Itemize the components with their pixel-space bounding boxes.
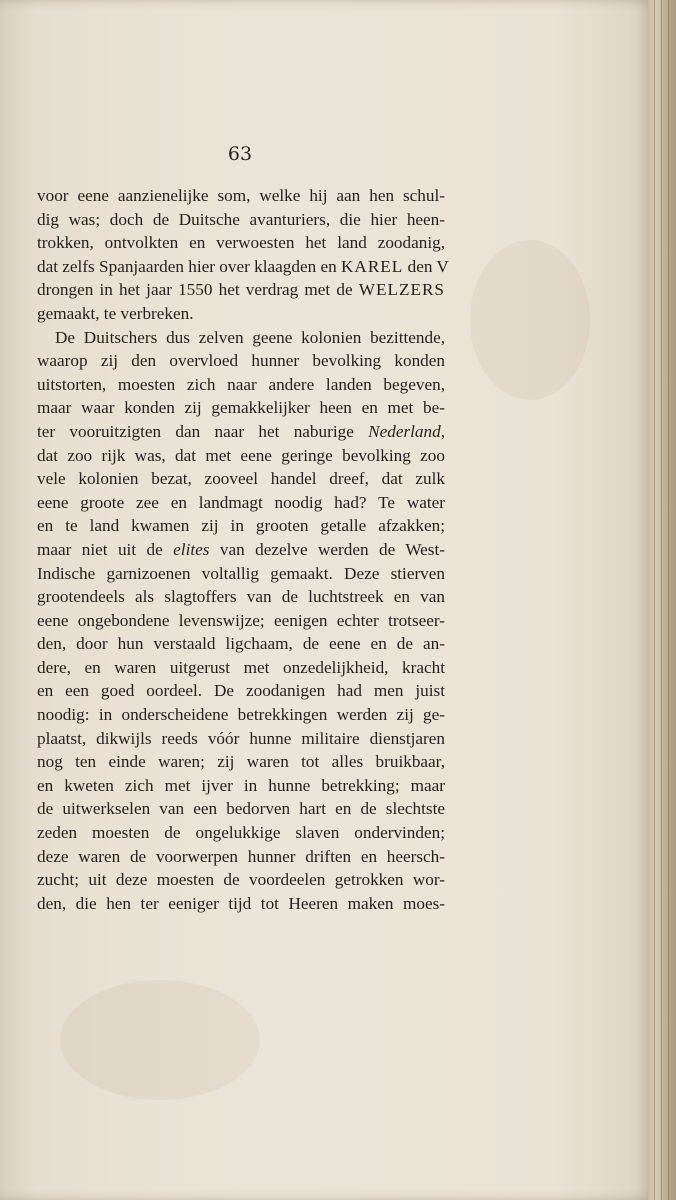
text-line: dat zelfs Spanjaarden hier over klaagden en KAREL den V <box>37 256 449 276</box>
paper-stain <box>60 980 260 1100</box>
paper-stain <box>470 240 590 400</box>
text-line: en te land kwamen zij in grooten getalle afzakken; <box>37 516 445 536</box>
text-line: Indische garnizoenen voltallig gemaakt. Deze stierven <box>37 563 445 583</box>
edge-line <box>668 0 669 1200</box>
text-line: de uitwerkselen van een bedorven hart en de slechtste <box>37 799 445 819</box>
text-line: deze waren de voorwerpen hunner driften en heersch- <box>37 846 445 866</box>
page-number: 63 <box>227 143 253 165</box>
text-line: den, die hen ter eeniger tijd tot Heeren maken moes- <box>37 893 445 913</box>
text-line: maar niet uit de elites van dezelve werden de West- <box>37 539 445 559</box>
text-line: vele kolonien bezat, zooveel handel dreef, dat zulk <box>37 469 445 489</box>
text-line: zucht; uit deze moesten de voordeelen getrokken wor- <box>37 870 445 890</box>
text-line: dere, en waren uitgerust met onzedelijkheid, kracht <box>37 657 445 677</box>
text-line: gemaakt, te verbreken. <box>37 303 194 323</box>
text-line: dig was; doch de Duitsche avanturiers, die hier heen- <box>37 209 445 229</box>
text-line: maar waar konden zij gemakkelijker heen en met be- <box>37 398 445 418</box>
text-line: De Duitschers dus zelven geene kolonien bezittende, <box>55 327 445 347</box>
text-line: den, door hun verstaald ligchaam, de eene en de an- <box>37 634 445 654</box>
text-line: eene groote zee en landmagt noodig had? Te water <box>37 492 445 512</box>
edge-line <box>661 0 662 1200</box>
text-line: noodig: in onderscheidene betrekkingen werden zij ge- <box>37 705 445 725</box>
text-line: plaatst, dikwijls reeds vóór hunne militaire dienstjaren <box>37 728 445 748</box>
body-text <box>37 184 449 915</box>
name-welzers: WELZERS <box>358 280 445 300</box>
text-line: drongen in het jaar 1550 het verdrag met de WELZERS <box>37 280 445 300</box>
text-line: en kweten zich met ijver in hunne betrekking; maar <box>37 775 445 795</box>
text-line: dat zoo rijk was, dat met eene geringe bevolking zoo <box>37 445 445 465</box>
word-nederland: Nederland <box>368 421 441 441</box>
text-line: voor eene aanzienelijke som, welke hij aan hen schul- <box>37 186 445 205</box>
name-karel: KAREL <box>341 256 404 276</box>
word-elites: elites <box>173 539 210 559</box>
edge-line <box>654 0 655 1200</box>
text-line: waarop zij den overvloed hunner bevolking konden <box>37 351 445 371</box>
text-line: trokken, ontvolkten en verwoesten het land zoodanig, <box>37 233 445 253</box>
text-line: eene ongebondene levenswijze; eenigen echter trotseer- <box>37 610 445 630</box>
text-line: en een goed oordeel. De zoodanigen had men juist <box>37 681 445 701</box>
text-line: nog ten einde waren; zij waren tot alles bruikbaar, <box>37 752 445 772</box>
text-line: zeden moesten de ongelukkige slaven ondervinden; <box>37 823 445 843</box>
text-line: uitstorten, moesten zich naar andere landen begeven, <box>37 374 445 394</box>
text-line: grootendeels als slagtoffers van de luchtstreek en van <box>37 587 445 607</box>
text-line: ter vooruitzigten dan naar het naburige Nederland, <box>37 421 445 441</box>
page-edge <box>648 0 676 1200</box>
